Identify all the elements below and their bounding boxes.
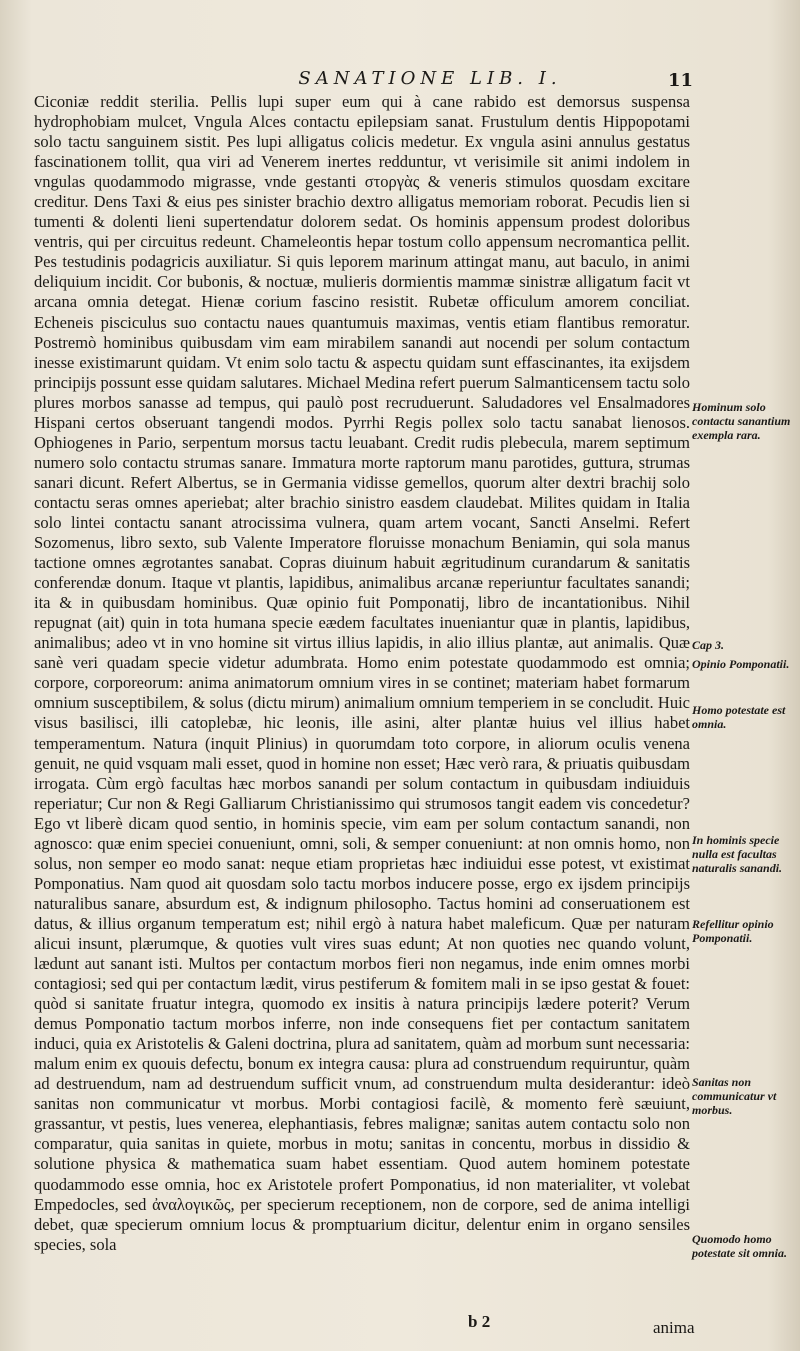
margin-note: Opinio Pomponatii. (692, 657, 790, 671)
margin-note: In hominis specie nulla est facultas naturalis sanandi. (692, 833, 783, 875)
body-paragraph: Ciconiæ reddit sterilia. Pellis lupi super eum qui à cane rabido est demorsus suspensa hydrophobiam mulcet, Vngula Alces contactu epilepsiam sanat. Frustulum dentis Hippopotami solo tactu sanguinem sistit. Pes lupi alligatus colicis medetur. Ex vngula asini annulus gestatus fascinationem tollit, qua viri ad Venerem inertes redduntur, vt verisimile sit animi indolem in vngulas quodammodo migrasse, vnde gestanti στοργὰς & veneris stimulos quosdam excitare creditur. Dens Taxi & eius pes sinister brachio dextro alligatus memoriam roborat. Pecudis lien si tumenti & dolenti lieni supertendatur dolorem sedat. Os hominis appensum prodest doloribus ventris, qui per circuitus redeunt. Chameleontis hepar tostum collo appensum necromantica pellit. Pes testudinis podagricis auxiliatur. Si quis leporem marinum attingat manu, aut baculo, in animi deliquium incidit. Cor bubonis, & noctuæ, mulieris dormientis mammæ sinistræ alligatum facit vt arcana omnia detegat. Hienæ corium fascino resistit. Rubetæ officulum amorem conciliat. Echeneis pisciculus suo contactu naues quantumuis maximas, ventis etiam flantibus remoratur. Postremò hominibus quibusdam vim eam mirabilem sanandi aut nocendi per solum contactum inesse existimarunt quidam. Vt enim solo tactu & aspectu quidam sunt effascinantes, ita exijsdem principijs possunt esse quidam salutares. Michael Medina refert puerum Salmanticensem tactu solo plures morbos sanasse ad tempus, qui paulò post recruduerunt. Saludadores vel Ensalmadores Hispani certos obseruant tangendi modos. Pyrrhi Regis pollex solo tactu sanabat lienosos. Ophiogenes in Pario, serpentum morsus tactu leuabant. Credit rudis plebecula, marem septimum numero solo contactu strumas sanare. Immatura morte raptorum manu parotides, guttura, strumas sanari dicunt. Refert Albertus, se in Germania vidisse gemellos, quorum alter dextri brachij solo contactu seras omnes aperiebat; alter brachio sinistro easdem claudebat. Milites quidam in Italia solo lintei contactu sanant atrocissima vulnera, quam artem vocant, Sancti Anselmi. Refert Sozomenus, libro sexto, sub Valente Imperatore floruisse monachum Beniamin, qui sola manus tactione omnes ægrotantes sanabat. Copras diuinum habuit ægritudinum curandarum & sanitatis conferendæ donum. Itaque vt plantis, lapidibus, animalibus arcanæ reperiuntur facultates sanandi; ita & in quibusdam hominibus. Quæ opinio fuit Pomponatij, libro de incantationibus. Nihil repugnat (ait) quin in tota humana specie eædem facultates inueniantur quæ in plantis, lapidibus, animalibus; adeo vt in vno homine sit virtus illius lapidis, in alio illius plantæ, aut animalis. Quæ sanè veri quadam specie videtur adumbrata. Homo enim potestate quodammodo est omnia; corpore, corporeorum: anima animatorum omnium vires in se continet; materiam habet formarum omnium susceptibilem, & solus (dictu mirum) animalium omnium temperiem in se concludit. Huic visus basilisci, illi catoplebæ, hic leonis, ille asini, alter plantæ huius vel illius habet temperamentum. Natura (inquit Plinius) in quorumdam toto corpore, in aliorum oculis venena genuit, ne quid vsquam mali esset, quod in homine non esset; Hæc verò rara, & priuatis quibusdam irrogata. Cùm ergò facultas hæc morbos sanandi per solum contactum in quibusdam indiuiduis reperiatur; Cur non & Regi Galliarum Christianissimo qui strumosos tangit eadem vis concedetur? Ego vt liberè dicam quod sentio, in hominis specie, vim eam per solum contactum sanandi, non agnosco: quæ enim speciei conueniunt, omni, soli, & semper conueniunt: at non omnis homo, non solus, non semper eo modo sanat: neque etiam proprietas hæc indiuidui esse potest, vt existimat Pomponatius. Nam quod ait quosdam solo tactu morbos inducere posse, ergo ex ijsdem principijs naturalibus sanare, absurdum est, & indignum philosopho. Tactus homini ad conseruationem est datus, & illius organum temperatum est; nihil ergò à natura habet maleficum. Quæ per naturam alicui insunt, plærumque, & quoties vult vires suas edunt; At non quoties nec quando volunt, lædunt aut sanant isti. Multos per contactum morbos fieri non negamus, inde enim omnes morbi contagiosi; sed qui per contactum lædit, virus pestiferum & fomitem mali in se ipso gestat & fouet: quòd si sanitate fruatur integra, quomodo ex insitis à natura principijs lædere poterit? Verum demus Pomponatio tactum morbos inferre, non inde consequens fiet per contactum sanitatem induci, quia ex Aristotelis & Galeni doctrina, plura ad sanitatem, quàm ad morbum sunt necessaria: malum enim ex quouis defectu, bonum ex integra causa: plura ad construendum requiruntur, quàm ad destruendum, nam ad destruendum sufficit vnum, ad construendum multa desiderantur: ideò sanitas non communicatur vt morbus. Morbi contagiosi facilè, & momento ferè sæuiunt, grassantur, vt pestis, lues venerea, elephantiasis, febres malignæ; sanitas autem contactu solo non comparatur, quia sanitas in quiete, morbus in motu; sanitas in concentu, morbus in dissidio & solutione physica & mathematica suam habet essentiam. Quod autem hominem potestate quodammodo esse omnia, hoc ex Aristotele profert Pomponatius, id non materialiter, vt volebat Empedocles, sed ἀναλογικῶς, per specierum receptionem, non de corpore, sed de anima intelligi debet, quæ specierum omnium locus & promptuarium dicitur, delentur enim in organo sensiles species, sola (34, 92, 690, 1254)
main-text-block (34, 92, 690, 1255)
margin-note: Homo potestate est omnia. (692, 703, 786, 731)
margin-note: Refellitur opinio Pomponatii. (692, 917, 774, 945)
margin-note: Quomodo homo potestate sit omnia. (692, 1232, 788, 1260)
page-number: 11 (668, 70, 694, 91)
margin-note: Sanitas non communicatur vt morbus. (692, 1075, 777, 1117)
catchword: anima (653, 1318, 695, 1337)
running-head: SANATIONE LIB. I. (298, 68, 562, 89)
margin-note: Cap 3. (692, 638, 725, 652)
signature-mark: b 2 (468, 1312, 491, 1331)
margin-note: Hominum solo contactu sanantium exempla rara. (692, 400, 791, 442)
